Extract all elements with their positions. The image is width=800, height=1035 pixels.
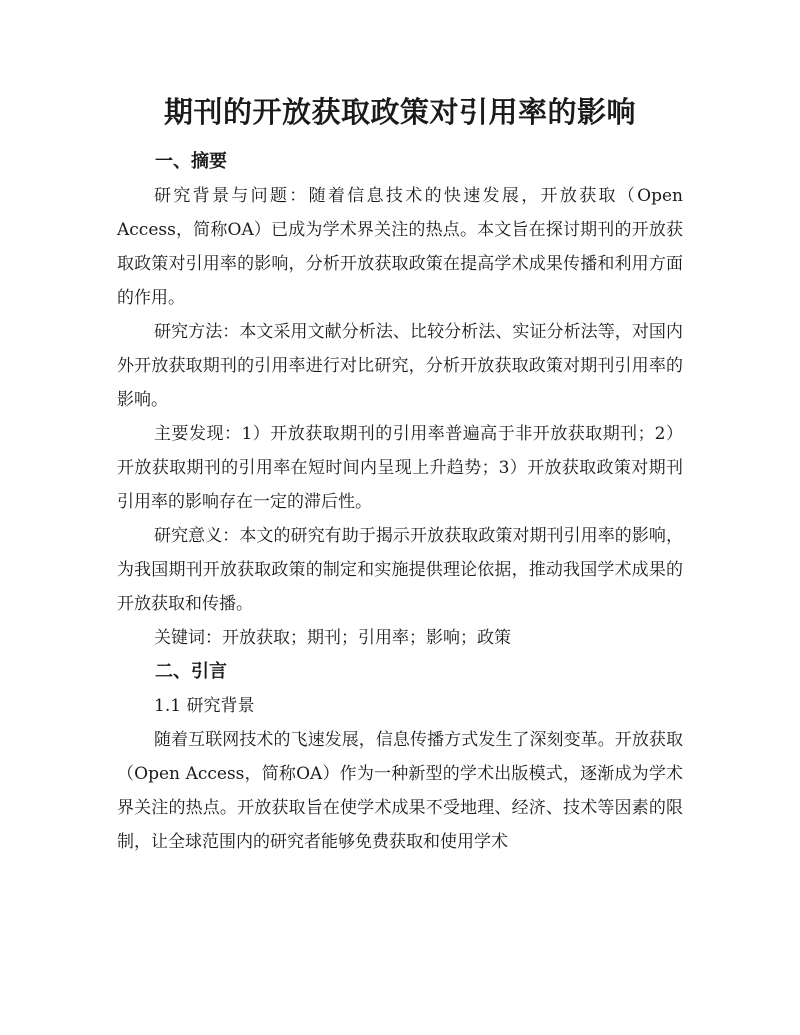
abstract-significance-paragraph: 研究意义：本文的研究有助于揭示开放获取政策对期刊引用率的影响，为我国期刊开放获取政策的制定和实施提供理论依据，推动我国学术成果的开放获取和传播。 (117, 526, 683, 614)
intro-paragraph: 随着互联网技术的飞速发展，信息传播方式发生了深刻变革。开放获取（Open Access，简称OA）作为一种新型的学术出版模式，逐渐成为学术界关注的热点。开放获取旨在使学术成果不受地理、经济、技术等因素的限制，让全球范围内的研究者能够免费获取和使用学术 (117, 730, 683, 852)
abstract-background-paragraph: 研究背景与问题：随着信息技术的快速发展，开放获取（Open Access，简称OA）已成为学术界关注的热点。本文旨在探讨期刊的开放获取政策对引用率的影响，分析开放获取政策在提高学术成果传播和利用方面的作用。 (117, 186, 683, 308)
intro-subheading: 1.1 研究背景 (154, 696, 255, 716)
intro-heading: 二、引言 (155, 661, 227, 682)
keywords-line: 关键词：开放获取；期刊；引用率；影响；政策 (154, 628, 511, 648)
document-title: 期刊的开放获取政策对引用率的影响 (163, 95, 636, 129)
abstract-methods-paragraph: 研究方法：本文采用文献分析法、比较分析法、实证分析法等，对国内外开放获取期刊的引用率进行对比研究，分析开放获取政策对期刊引用率的影响。 (117, 322, 683, 410)
abstract-findings-paragraph: 主要发现：1）开放获取期刊的引用率普遍高于非开放获取期刊；2）开放获取期刊的引用率在短时间内呈现上升趋势；3）开放获取政策对期刊引用率的影响存在一定的滞后性。 (117, 424, 683, 512)
document-body (117, 145, 683, 859)
abstract-heading: 一、摘要 (155, 151, 227, 172)
